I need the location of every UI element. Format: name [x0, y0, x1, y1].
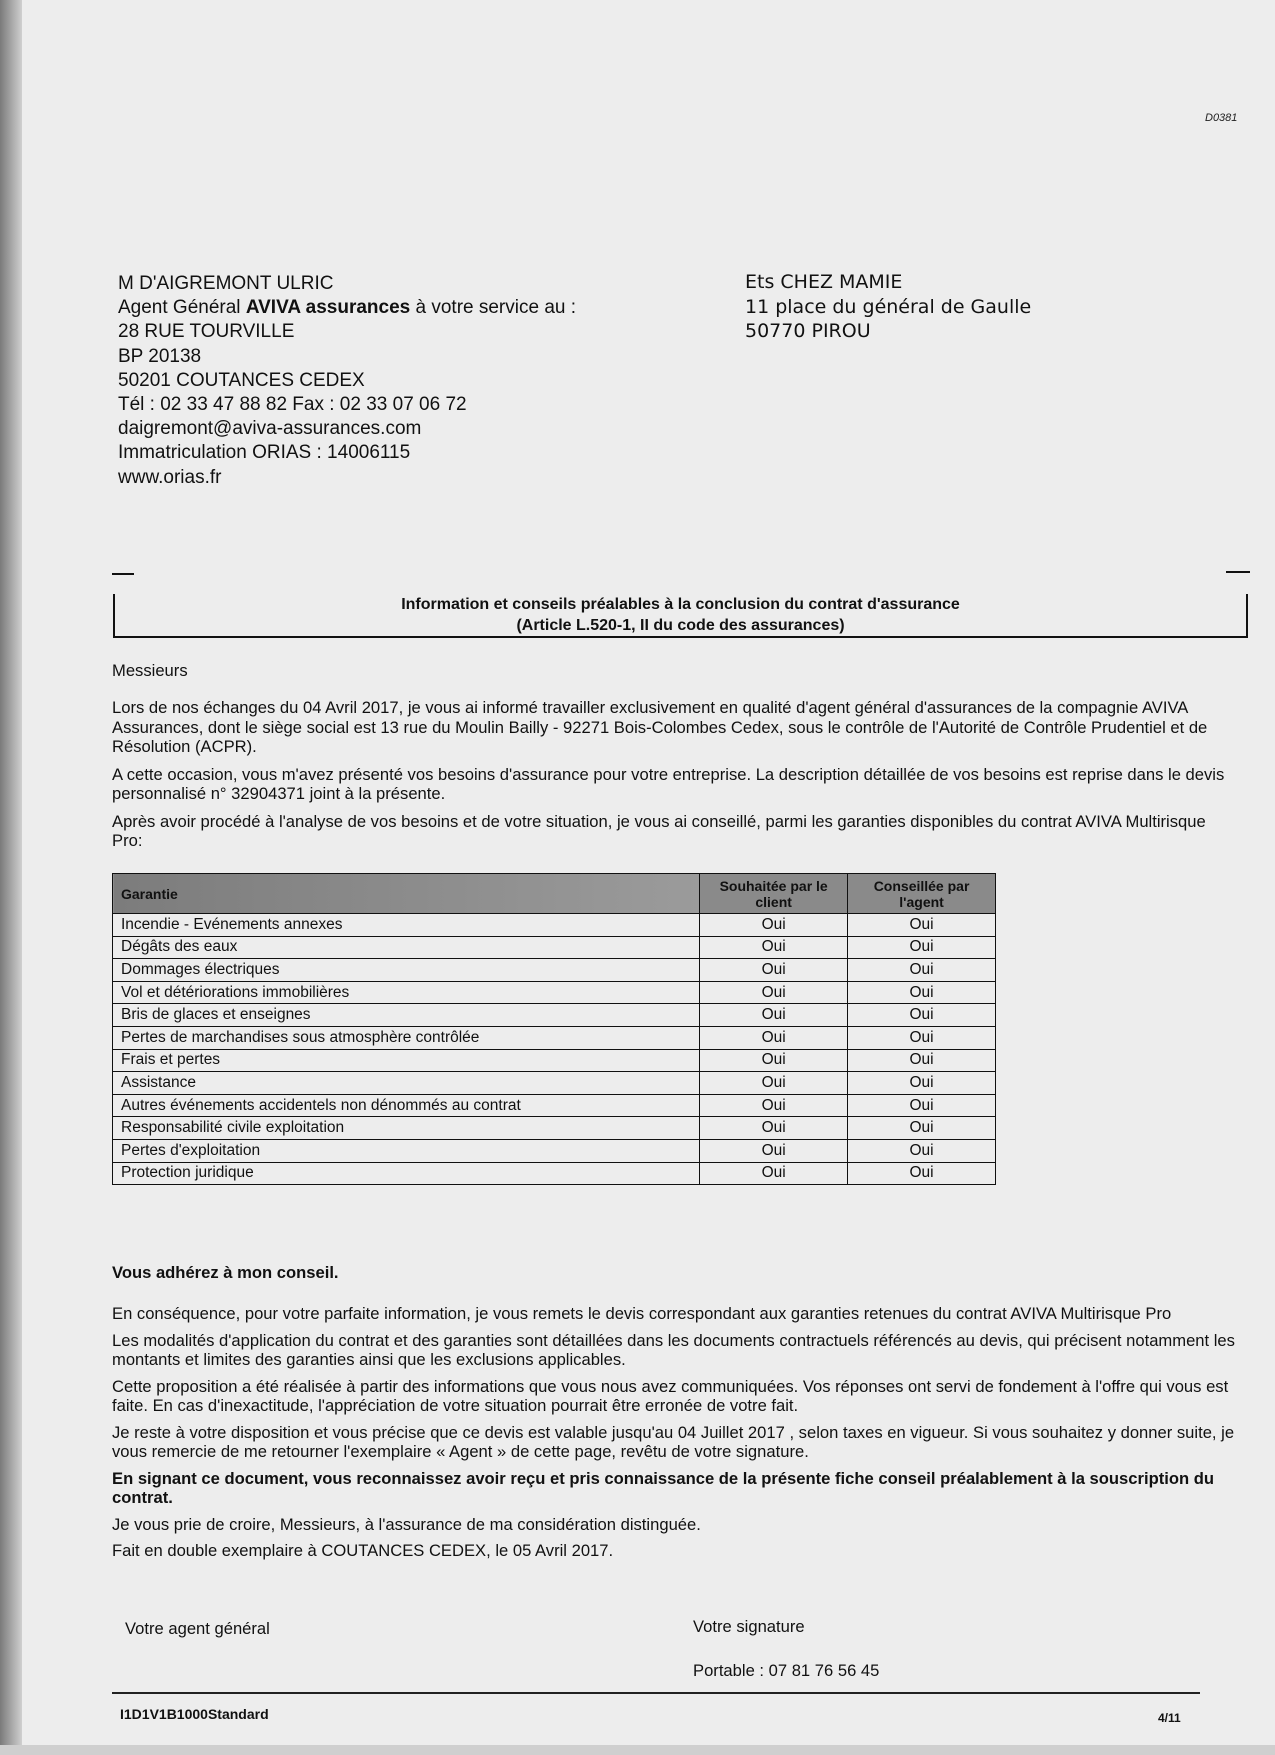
table-row: Dégâts des eaux Oui Oui — [113, 936, 996, 959]
salutation: Messieurs — [112, 661, 188, 680]
table-row: Assistance Oui Oui — [113, 1072, 996, 1095]
sender-service: Agent Général AVIVA assurances à votre service au : — [118, 297, 577, 319]
scan-bottom-edge — [0, 1745, 1275, 1755]
recipient-name: Ets CHEZ MAMIE — [745, 271, 903, 293]
closing-paragraphs — [112, 1304, 1240, 1561]
paragraph-advice: Après avoir procédé à l'analyse de vos besoins et de votre situation, je vous ai conseillé, parmi les garanties disponibles du contrat AVIVA Multirisque Pro: — [112, 811, 1206, 850]
table-row: Frais et pertes Oui Oui — [113, 1049, 996, 1072]
document-title: Information et conseils préalables à la conclusion du contrat d'assurance (Article L.520-1, II du code des assurances) — [401, 596, 960, 634]
footer-code: I1D1V1B1000Standard — [120, 1706, 269, 1722]
sender-website: www.orias.fr — [118, 466, 222, 488]
agent-signature-label: Votre agent général — [125, 1619, 270, 1638]
recipient-city: 50770 PIROU — [745, 320, 871, 342]
client-signature-label: Votre signature — [693, 1617, 805, 1636]
footer-divider — [112, 1692, 1200, 1694]
table-row: Incendie - Evénements annexes Oui Oui — [113, 914, 996, 937]
mobile-number: Portable : 07 81 76 56 45 — [693, 1661, 880, 1680]
sender-phone-fax: Tél : 02 33 47 88 82 Fax : 02 33 07 06 72 — [118, 394, 467, 416]
recipient-street: 11 place du général de Gaulle — [745, 295, 1032, 318]
fold-mark-right — [1226, 571, 1250, 573]
paragraph-validity: Je reste à votre disposition et vous précise que ce devis est valable jusqu'au 04 Juillet 2017 , selon taxes en vigueur. Si vous souhaitez y donner suite, je vous remercie de me retourner l'exemplaire « Agent » de cette page, revêtu de votre signature. — [112, 1422, 1235, 1461]
scan-edge — [0, 0, 22, 1755]
sender-email: daigremont@aviva-assurances.com — [118, 418, 422, 440]
sender-name: M D'AIGREMONT ULRIC — [118, 273, 334, 294]
fold-mark-left — [112, 573, 134, 575]
sender-street: 28 RUE TOURVILLE — [118, 321, 295, 343]
paragraph-terms: Les modalités d'application du contrat et des garanties sont détaillées dans les documents contractuels référencés au devis, qui précisent notamment les montants et limites des garanties ainsi que les exclusions applicables. — [112, 1330, 1235, 1369]
header-garantie: Garantie — [113, 874, 700, 914]
table-row: Pertes d'exploitation Oui Oui — [113, 1139, 996, 1162]
adhere-statement: Vous adhérez à mon conseil. — [112, 1263, 339, 1282]
header-agent: Conseillée par l'agent — [848, 874, 996, 914]
intro-paragraphs — [112, 698, 1240, 851]
table-row: Dommages électriques Oui Oui — [113, 959, 996, 982]
page-number: 4/11 — [1158, 1711, 1181, 1725]
paragraph-agent-info: Lors de nos échanges du 04 Avril 2017, je vous ai informé travailler exclusivement en qualité d'agent général d'assurances de la compagnie AVIVA Assurances, dont le siège social est 13 rue du Moulin Bailly - 92271 Bois-Colombes Cedex, sous le contrôle de l'Autorité de Contrôle Prudentiel et de Résolution (ACPR). — [112, 698, 1208, 756]
paragraph-quote: En conséquence, pour votre parfaite information, je vous remets le devis correspondant aux garanties retenues du contrat AVIVA Multirisque Pro — [112, 1304, 1172, 1323]
paragraph-information: Cette proposition a été réalisée à partir des informations que vous nous avez communiquées. Vos réponses ont servi de fondement à l'offre qui vous est faite. En cas d'inexactitude, l'appréciation de votre situation pourrait être erronée de votre fait. — [112, 1376, 1229, 1415]
sender-block — [118, 272, 576, 490]
table-row: Protection juridique Oui Oui — [113, 1162, 996, 1185]
sender-orias: Immatriculation ORIAS : 14006115 — [118, 442, 411, 464]
garanties-table — [112, 873, 996, 1185]
paragraph-acknowledgement: En signant ce document, vous reconnaissez avoir reçu et pris connaissance de la présente fiche conseil préalablement à la souscription du contrat. — [112, 1468, 1214, 1507]
table-row: Pertes de marchandises sous atmosphère contrôlée Oui Oui — [113, 1026, 996, 1049]
table-row: Bris de glaces et enseignes Oui Oui — [113, 1004, 996, 1027]
sender-brand: AVIVA assurances — [245, 297, 411, 319]
paragraph-regards: Je vous prie de croire, Messieurs, à l'assurance de ma considération distinguée. — [112, 1514, 701, 1534]
table-row: Autres événements accidentels non dénommés au contrat Oui Oui — [113, 1094, 996, 1117]
sender-city: 50201 COUTANCES CEDEX — [118, 369, 365, 391]
table-row: Responsabilité civile exploitation Oui Oui — [113, 1117, 996, 1140]
table-row: Vol et détériorations immobilières Oui Oui — [113, 981, 996, 1004]
paragraph-place-date: Fait en double exemplaire à COUTANCES CEDEX, le 05 Avril 2017. — [112, 1541, 614, 1560]
table-header-row — [113, 874, 996, 914]
recipient-block — [745, 270, 1031, 344]
paragraph-needs: A cette occasion, vous m'avez présenté vos besoins d'assurance pour votre entreprise. La description détaillée de vos besoins est reprise dans le devis personnalisé n° 32904371 joint à la présente. — [112, 764, 1225, 803]
sender-po-box: BP 20138 — [118, 345, 202, 367]
document-reference: D0381 — [1205, 112, 1238, 124]
header-client: Souhaitée par le client — [700, 874, 848, 914]
